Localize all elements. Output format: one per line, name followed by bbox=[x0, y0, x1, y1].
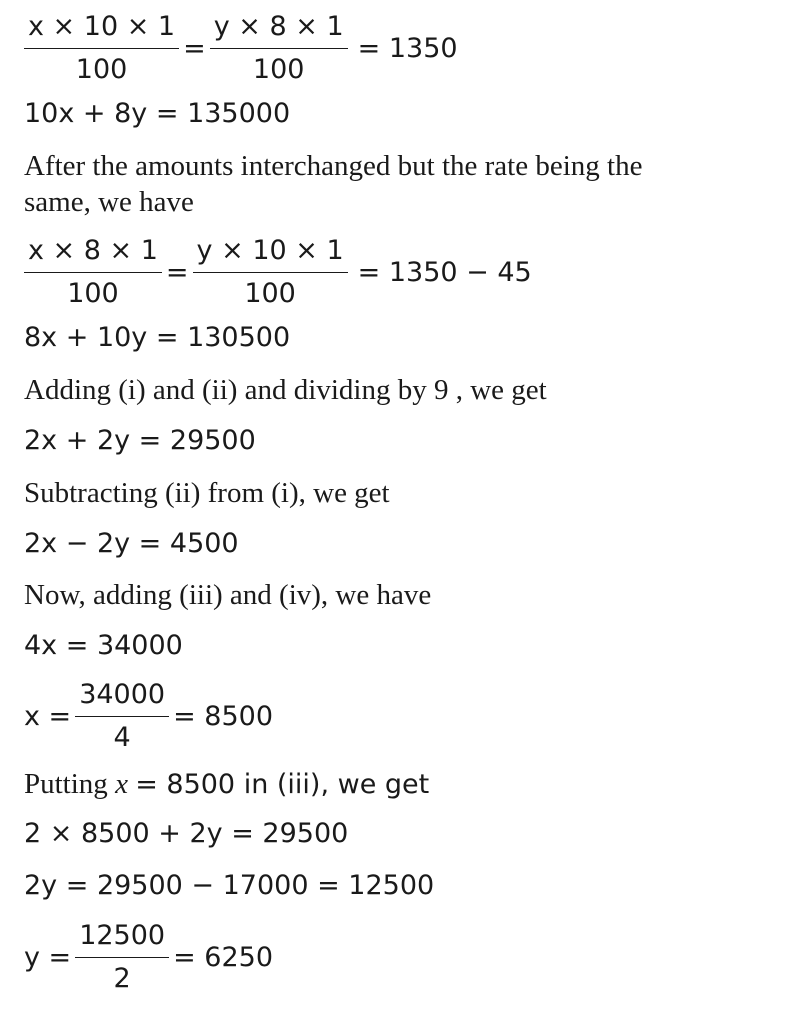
equals-sign: = bbox=[183, 33, 206, 64]
equation-line: 2x + 2y = 29500 bbox=[24, 425, 256, 456]
fraction-denominator: 4 bbox=[113, 722, 131, 753]
fraction-denominator: 100 bbox=[75, 54, 128, 85]
fraction-numerator: y × 8 × 1 bbox=[210, 12, 348, 49]
equation-line: 2y = 29500 − 17000 = 12500 bbox=[24, 870, 435, 901]
text-line: After the amounts interchanged but the rate being the bbox=[24, 150, 643, 182]
equation-line: 2x − 2y = 4500 bbox=[24, 528, 239, 559]
fraction-numerator: 34000 bbox=[75, 680, 169, 717]
equation-lhs: y = bbox=[24, 942, 72, 973]
fraction-numerator: x × 10 × 1 bbox=[24, 12, 179, 49]
equation-line: 4x = 34000 bbox=[24, 630, 183, 661]
fraction-1 bbox=[24, 12, 179, 85]
fraction-numerator: y × 10 × 1 bbox=[193, 236, 348, 273]
fraction-denominator: 100 bbox=[252, 54, 305, 85]
equation-rhs: = 1350 bbox=[357, 33, 458, 64]
fraction-2 bbox=[210, 12, 348, 85]
text-line: Now, adding (iii) and (iv), we have bbox=[24, 579, 432, 611]
fraction-denominator: 100 bbox=[67, 278, 119, 309]
variable: x bbox=[115, 768, 128, 800]
text-segment: = 8500 in (iii), we get bbox=[135, 769, 430, 800]
equals-sign: = bbox=[165, 257, 189, 288]
equation-line: 2 × 8500 + 2y = 29500 bbox=[24, 818, 349, 849]
fraction bbox=[75, 680, 169, 753]
equation-3 bbox=[24, 680, 273, 753]
equation-rhs: = 8500 bbox=[173, 701, 274, 732]
equation-4 bbox=[24, 921, 273, 994]
equation-rhs: = 6250 bbox=[173, 942, 274, 973]
fraction-denominator: 100 bbox=[244, 278, 296, 309]
fraction-1 bbox=[24, 236, 162, 309]
equation-1 bbox=[24, 12, 458, 85]
fraction-denominator: 2 bbox=[113, 963, 131, 994]
equation-line: 8x + 10y = 130500 bbox=[24, 322, 291, 353]
text-line bbox=[24, 766, 429, 803]
text-segment: Putting bbox=[24, 768, 108, 800]
equation-line: 10x + 8y = 135000 bbox=[24, 98, 291, 129]
fraction bbox=[75, 921, 169, 994]
fraction-2 bbox=[193, 236, 348, 309]
fraction-numerator: 12500 bbox=[75, 921, 169, 958]
text-line: Adding (i) and (ii) and dividing by 9 , we get bbox=[24, 374, 547, 406]
equation-rhs: = 1350 − 45 bbox=[357, 257, 532, 288]
equation-lhs: x = bbox=[24, 701, 72, 732]
fraction-numerator: x × 8 × 1 bbox=[24, 236, 162, 273]
text-line: same, we have bbox=[24, 186, 194, 218]
equation-2 bbox=[24, 236, 532, 309]
text-line: Subtracting (ii) from (i), we get bbox=[24, 477, 390, 509]
